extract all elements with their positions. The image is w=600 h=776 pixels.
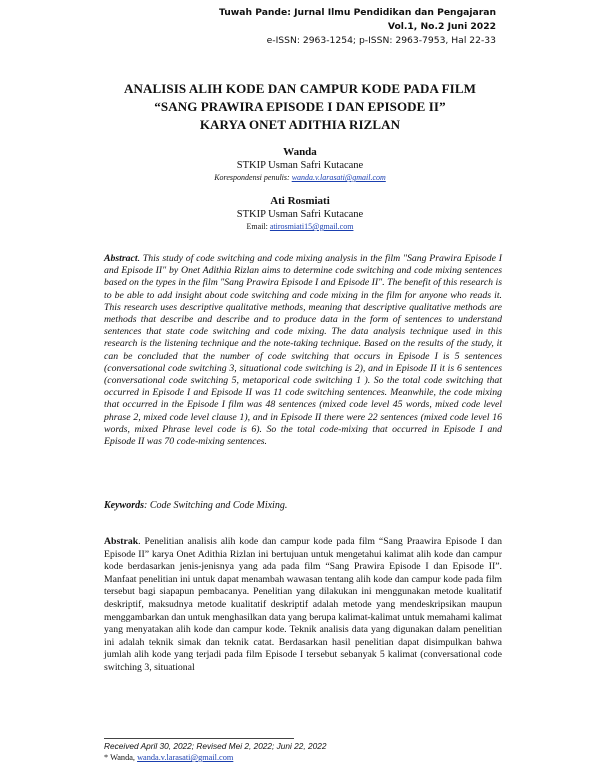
abstract-text: . This study of code switching and code mixing analysis in the film "Sang Prawira Episode I and Episode II" by Onet Adithia Rizlan aims to determine code switching and code mixing sentences based on the types in the film "Sang Prawira Episode I and Episode II". The benefit of this research is to be able to add insight about code switching and code mixing in the film for anyone who reads it. This research uses descriptive qualitative methods, meaning that descriptive qualitative methods are methods that describe and describe and to produce data in the form of sentences to understand sentences that state code switching and code mixing. The data analysis technique used in this research is the listening technique and the note-taking technique. Based on the results of the study, it can be concluded that the number of code switching that occurs in Episode I is 5 sentences (conversational code switching 3, situational code switching is 2), and in Episode II it is 6 sentences (conversational code switching 5, metaporical code switching 1 ). So the total code switching that occurred in Episode I and Episode II was 11 code switching sentences. Meanwhile, the code mixing that occurred in the Episode I film was 48 sentences (mixed code level 45 words, mixed code level phrase 2, mixed code level clause 1), and in Episode II there were 22 sentences (mixed code level 16 words, mixed Phrase level code is 6). So the total code-mixing that occurred in Episode I and Episode II was 70 code-mixing sentences. [104, 253, 502, 448]
author-email-link[interactable]: wanda.v.larasati@gmail.com [291, 173, 386, 182]
footnote-prefix: * Wanda, [104, 753, 138, 762]
keywords [104, 500, 287, 511]
journal-volume: Vol.1, No.2 Juni 2022 [387, 21, 496, 32]
journal-issn: e-ISSN: 2963-1254; p-ISSN: 2963-7953, Hal 22-33 [266, 35, 496, 46]
author-name: Ati Rosmiati [270, 195, 330, 207]
footnote-email-link[interactable]: wanda.v.larasati@gmail.com [137, 753, 234, 762]
author-affiliation: STKIP Usman Safri Kutacane [236, 160, 364, 171]
abstract-label: Abstract [104, 253, 138, 264]
contact-label: Korespondensi penulis: [214, 173, 292, 182]
author-contact [100, 221, 500, 233]
received-dates: Received April 30, 2022; Revised Mei 2, 2022; Juni 22, 2022 [104, 741, 327, 751]
paper-title [80, 80, 520, 134]
contact-label: Email: [246, 222, 270, 231]
abstract-indonesian [104, 536, 502, 675]
keywords-text: : Code Switching and Code Mixing. [144, 500, 288, 511]
title-line-2: “SANG PRAWIRA EPISODE I DAN EPISODE II” [154, 99, 446, 114]
abstract-english [104, 253, 502, 448]
abstrak-text: . Penelitian analisis alih kode dan campur kode pada film “Sang Praawira Episode I dan Episode II” karya Onet Adithia Rizlan ini bertujuan untuk mengetahui kalimat alih kode dan campur kode berdasarkan jenis-jenisnya yang ada pada film “Sang Prawira Episode I dan Episode II”. Manfaat penelitian ini untuk dapat menambah wawasan tentang alih kode dan campur kode pada film tersebut bagi siapapun pembacanya. Penelitian yang dilakukan ini menggunakan metode kualitatif deskriptif, maksudnya metode kualitatif deskriptif adalah metode yang mendeskripsikan maupun menggambarkan dan untuk menghasilkan data yang berupa kalimat-kalimat untuk memahami kalimat yang menyatakan alih kode dan campur kode. Teknik analisis data yang digunakan dalam penelitian ini adalah teknik simak dan teknik catat. Berdasarkan hasil penelitian dapat disimpulkan bahwa jumlah alih kode yang terjadi pada film Episode I tersebut sebanyak 5 kalimat (conversational code switching 3, situational [104, 536, 503, 673]
title-line-3: KARYA ONET ADITHIA RIZLAN [199, 117, 401, 132]
author-email-link[interactable]: atirosmiati15@gmail.com [269, 222, 354, 231]
author-block-2 [100, 195, 500, 233]
keywords-label: Keywords [104, 500, 144, 511]
footnote-divider [104, 738, 294, 739]
abstrak-label: Abstrak [104, 536, 139, 547]
author-name: Wanda [283, 146, 317, 158]
corresponding-footnote [104, 753, 233, 762]
author-block-1 [100, 146, 500, 184]
author-affiliation: STKIP Usman Safri Kutacane [236, 209, 364, 220]
title-line-1: ANALISIS ALIH KODE DAN CAMPUR KODE PADA FILM [124, 81, 476, 96]
journal-header [219, 6, 496, 48]
author-contact [100, 172, 500, 184]
journal-title: Tuwah Pande: Jurnal Ilmu Pendidikan dan Pengajaran [218, 7, 496, 18]
